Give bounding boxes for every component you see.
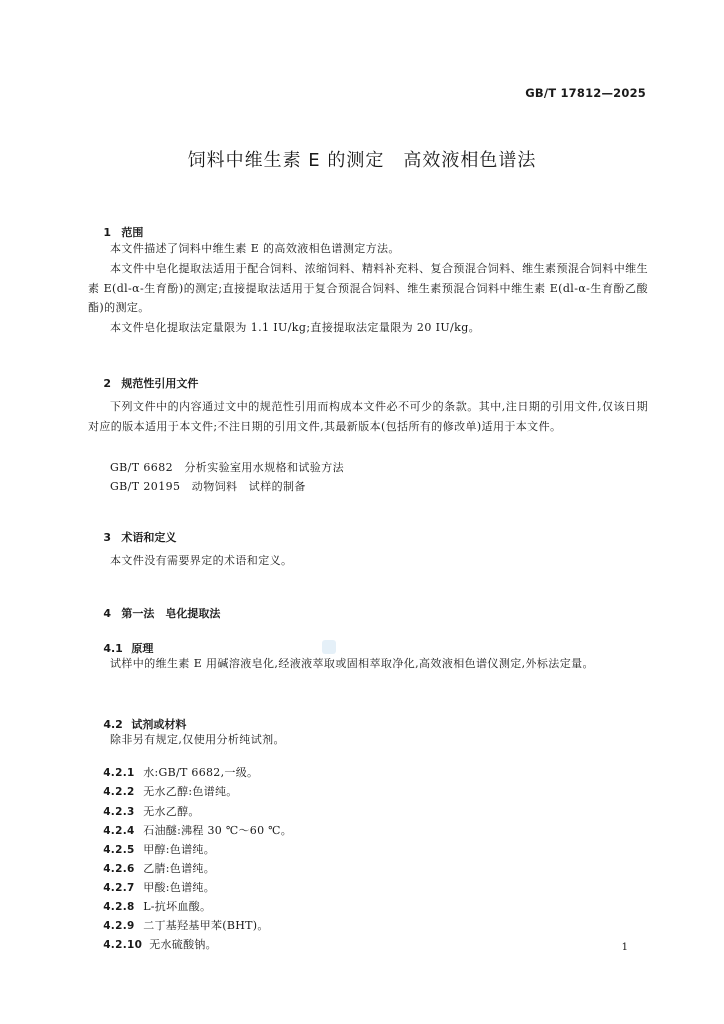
subsection-number: 4.2 <box>103 718 123 731</box>
paragraph: 本文件中皂化提取法适用于配合饲料、浓缩饲料、精料补充料、复合预混合饲料、维生素预混合饲料中维生素 E(dl-α-生育酚)的测定;直接提取法适用于复合预混合饲料、维生素预混合饲料中维生素 E(dl-α-生育酚乙酸酯)的测定。 <box>88 262 648 314</box>
standard-number: GB/T 17812—2025 <box>525 86 646 100</box>
item-text: 二丁基羟基甲苯(BHT)。 <box>143 919 269 932</box>
item-number: 4.2.5 <box>103 844 135 856</box>
item-text: 石油醚:沸程 30 ℃～60 ℃。 <box>143 824 293 837</box>
section-number: 4 <box>103 607 111 620</box>
document-title: 饲料中维生素 E 的测定 高效液相色谱法 <box>187 150 537 171</box>
reference-item: GB/T 20195 动物饲料 试样的制备 <box>110 480 306 493</box>
item-text: 乙腈:色谱纯。 <box>143 862 215 875</box>
section-number: 3 <box>103 531 111 544</box>
paragraph: 本文件描述了饲料中维生素 E 的高效液相色谱测定方法。 <box>110 242 400 255</box>
item-text: 甲酸:色谱纯。 <box>143 881 215 894</box>
paragraph: 试样中的维生素 E 用碱溶液皂化,经液液萃取或固相萃取净化,高效液相色谱仪测定,外标法定量。 <box>110 657 594 670</box>
item-text: L-抗坏血酸。 <box>143 900 212 913</box>
paragraph: 除非另有规定,仅使用分析纯试剂。 <box>110 733 285 746</box>
section-number: 2 <box>103 377 111 390</box>
item-number: 4.2.4 <box>103 825 135 837</box>
item-number: 4.2.8 <box>103 901 135 913</box>
subsection-number: 4.1 <box>103 642 123 655</box>
section-title: 第一法 皂化提取法 <box>121 607 221 620</box>
item-text: 水:GB/T 6682,一级。 <box>143 766 259 779</box>
item-number: 4.2.7 <box>103 882 135 894</box>
page-number: 1 <box>621 942 628 953</box>
reagent-item <box>88 923 217 965</box>
reference-item: GB/T 6682 分析实验室用水规格和试验方法 <box>110 461 345 474</box>
item-number: 4.2.1 <box>103 767 135 779</box>
item-text: 无水乙醇。 <box>143 805 200 818</box>
item-number: 4.2.6 <box>103 863 135 875</box>
paragraph: 下列文件中的内容通过文中的规范性引用而构成本文件必不可少的条款。其中,注日期的引用文件,仅该日期对应的版本适用于本文件;不注日期的引用文件,其最新版本(包括所有的修改单)适用于本文件。 <box>88 400 648 433</box>
paragraph: 本文件皂化提取法定量限为 1.1 IU/kg;直接提取法定量限为 20 IU/kg。 <box>110 321 481 334</box>
item-number: 4.2.9 <box>103 920 135 932</box>
item-number: 4.2.2 <box>103 786 135 798</box>
subsection-title: 原理 <box>131 642 154 655</box>
paragraph: 本文件没有需要界定的术语和定义。 <box>110 554 293 567</box>
subsection-title: 试剂或材料 <box>131 718 187 731</box>
item-number: 4.2.3 <box>103 806 135 818</box>
item-text: 无水乙醇:色谱纯。 <box>143 785 238 798</box>
item-text: 无水硫酸钠。 <box>149 938 217 951</box>
section-number: 1 <box>103 226 111 239</box>
section-title: 规范性引用文件 <box>121 377 199 390</box>
item-text: 甲醇:色谱纯。 <box>143 843 215 856</box>
item-number: 4.2.10 <box>103 939 143 951</box>
section-title: 术语和定义 <box>121 531 177 544</box>
watermark-mark <box>322 640 336 654</box>
section-title: 范围 <box>121 226 144 239</box>
